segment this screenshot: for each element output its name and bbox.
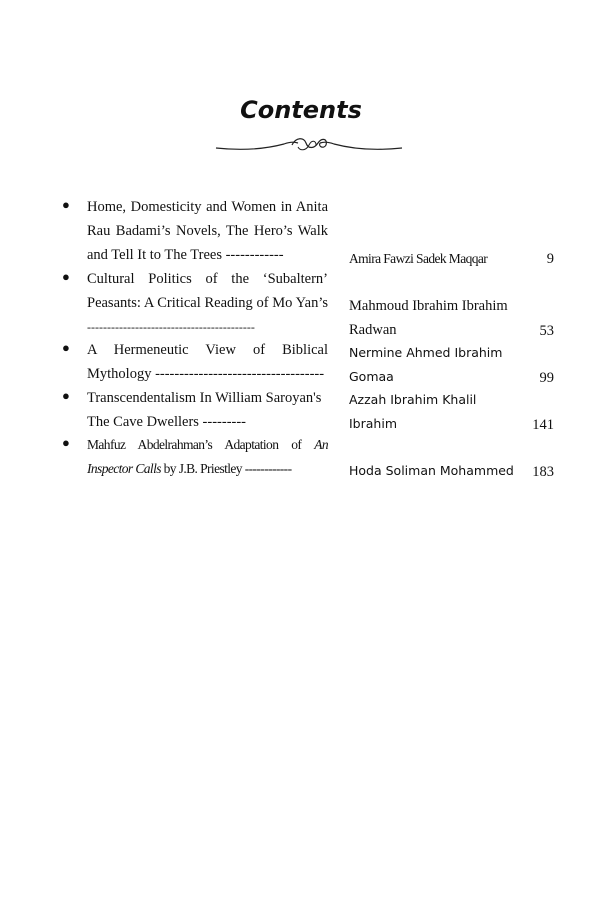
entry-page-number: 9 bbox=[546, 251, 554, 267]
entry-author: Amira Fawzi Sadek Maqqar bbox=[349, 251, 488, 266]
entry-page-number: 53 bbox=[539, 323, 554, 339]
entry-page-number: 183 bbox=[532, 464, 554, 480]
entry-title-line: Peasants: A Critical Reading of Mo Yan’s bbox=[87, 295, 328, 311]
entry-title-line: Transcendentalism In William Saroyan's bbox=[87, 390, 322, 406]
page-title: Contents bbox=[240, 96, 362, 124]
entry-title-line: Home, Domesticity and Women in Anita bbox=[87, 199, 328, 215]
entry-author: Mahmoud Ibrahim Ibrahim bbox=[349, 298, 508, 314]
entry-author: Radwan bbox=[349, 322, 397, 338]
entry-author: Azzah Ibrahim Khalil bbox=[349, 392, 477, 407]
entry-page-number: 99 bbox=[539, 370, 554, 386]
entry-page-number: 141 bbox=[532, 417, 554, 433]
entry-author: Hoda Soliman Mohammed bbox=[349, 463, 514, 478]
entry-author: Gomaa bbox=[349, 369, 394, 384]
entry-title-line: Mahfuz Abdelrahman’s Adaptation of An bbox=[87, 437, 328, 452]
entry-author: Ibrahim bbox=[349, 416, 397, 431]
entry-title-line: Rau Badami’s Novels, The Hero’s Walk bbox=[87, 223, 328, 239]
entry-author: Nermine Ahmed Ibrahim bbox=[349, 345, 503, 360]
entry-title-line: ------------------------------------------ bbox=[87, 320, 255, 334]
bullet-icon: ● bbox=[62, 269, 70, 284]
entry-title-line: Cultural Politics of the ‘Subaltern’ bbox=[87, 271, 328, 287]
bullet-icon: ● bbox=[62, 388, 70, 403]
ornament-divider-icon bbox=[214, 133, 404, 157]
entry-title-line: Inspector Calls by J.B. Priestley ------------ bbox=[87, 461, 292, 476]
entry-title-line: The Cave Dwellers --------- bbox=[87, 414, 247, 430]
bullet-icon: ● bbox=[62, 197, 70, 212]
entry-title-line: A Hermeneutic View of Biblical bbox=[87, 342, 328, 358]
bullet-icon: ● bbox=[62, 435, 70, 450]
entry-title-line: Mythology ----------------------------------- bbox=[87, 366, 325, 382]
bullet-icon: ● bbox=[62, 340, 70, 355]
entry-title-line: and Tell It to The Trees ------------ bbox=[87, 247, 284, 263]
